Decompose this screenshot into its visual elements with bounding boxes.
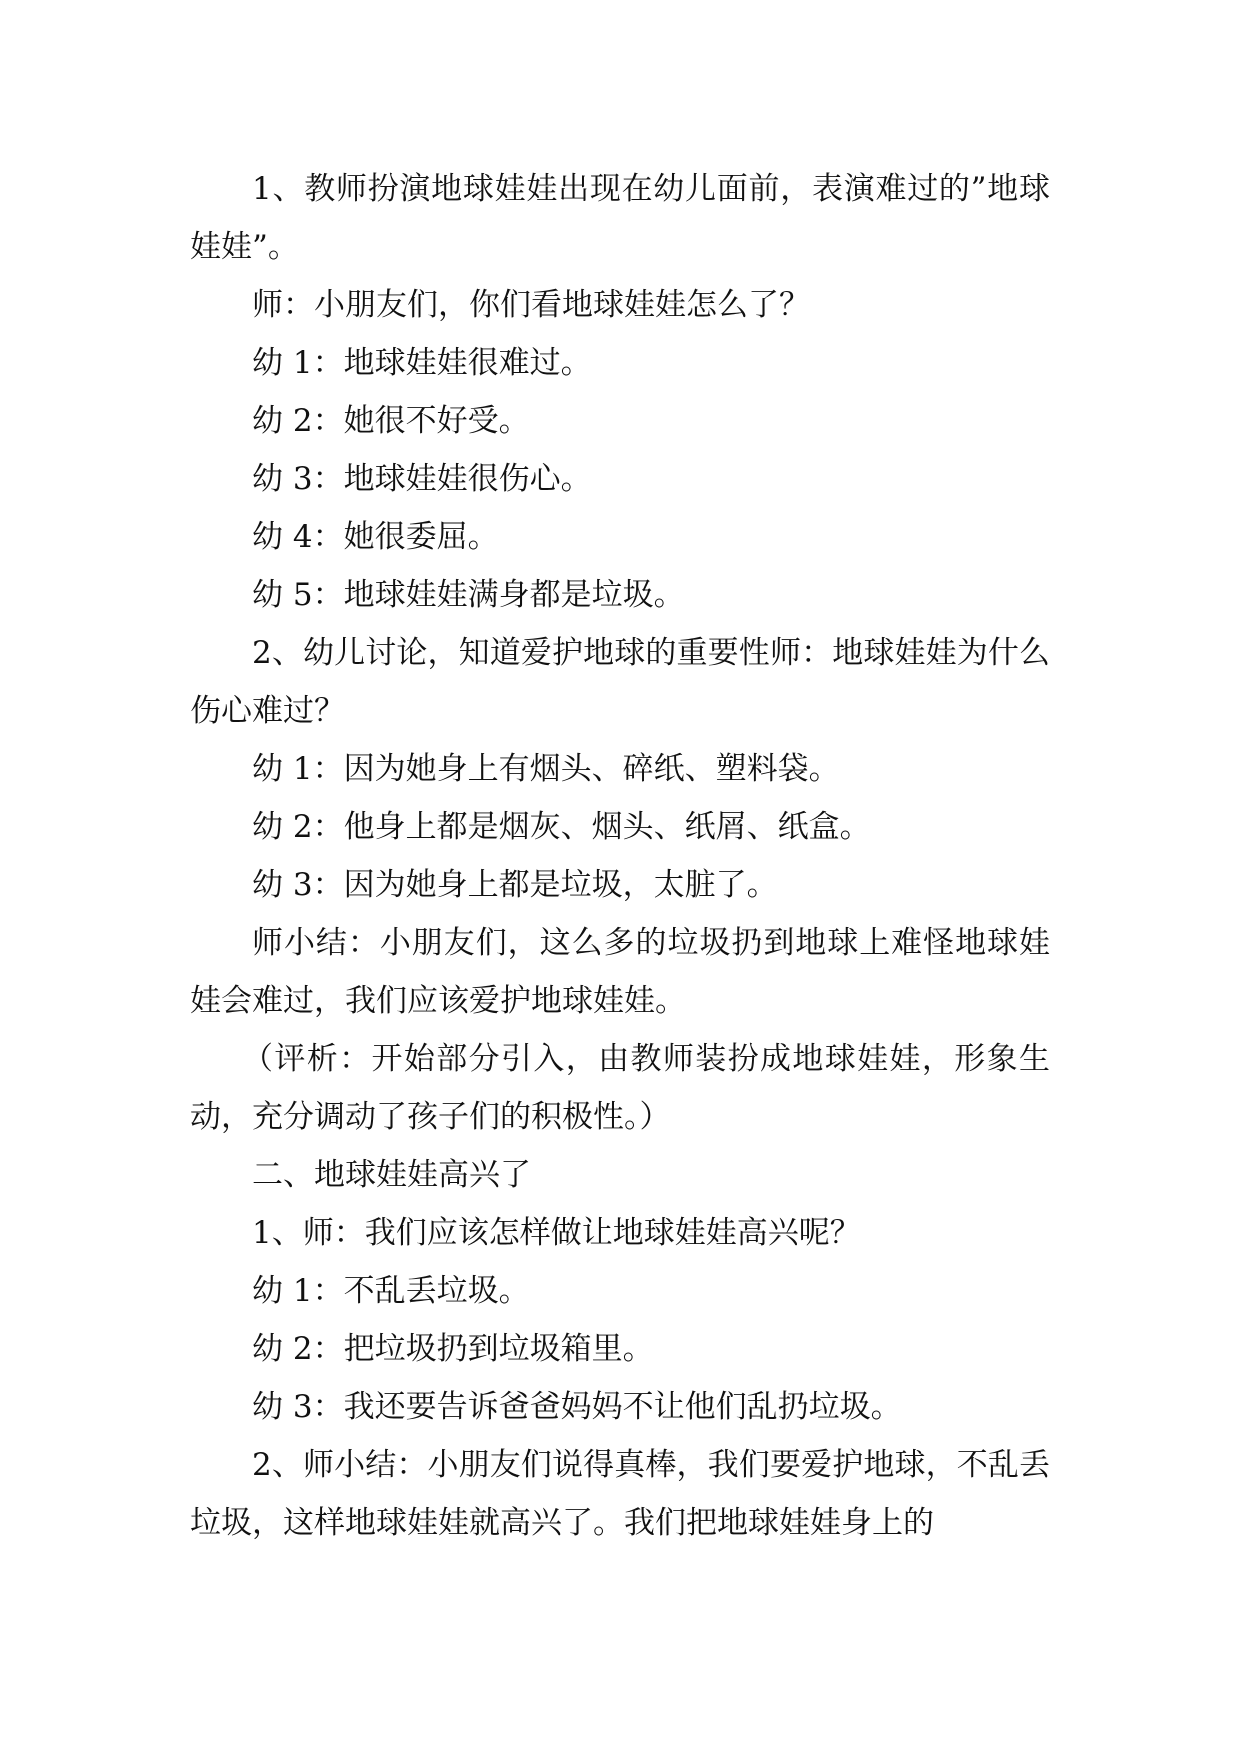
paragraph-child-3-answer: 幼 3：地球娃娃很伤心。	[252, 461, 592, 497]
paragraph-teacher-question: 师：小朋友们，你们看地球娃娃怎么了？	[252, 287, 810, 323]
paragraph-child-1-reason: 幼 1：因为她身上有烟头、碎纸、塑料袋。	[252, 751, 840, 787]
section-heading-earth-happy: 二、地球娃娃高兴了	[252, 1157, 531, 1193]
paragraph-child-2-answer: 幼 2：她很不好受。	[252, 403, 530, 439]
paragraph-child-1-answer: 幼 1：地球娃娃很难过。	[252, 345, 592, 381]
paragraph-child-2-suggestion: 幼 2：把垃圾扔到垃圾箱里。	[252, 1331, 654, 1367]
document-body	[190, 160, 1050, 1552]
paragraph-evaluation: （评析：开始部分引入，由教师装扮成地球娃娃，形象生动，充分调动了孩子们的积极性。）	[190, 1041, 1050, 1135]
paragraph-child-4-answer: 幼 4：她很委屈。	[252, 519, 499, 555]
paragraph-child-3-reason: 幼 3：因为她身上都是垃圾，太脏了。	[252, 867, 778, 903]
paragraph-child-1-suggestion: 幼 1：不乱丢垃圾。	[252, 1273, 530, 1309]
paragraph-child-3-suggestion: 幼 3：我还要告诉爸爸妈妈不让他们乱扔垃圾。	[252, 1389, 902, 1425]
paragraph-teacher-final-summary: 2、师小结：小朋友们说得真棒，我们要爱护地球，不乱丢垃圾，这样地球娃娃就高兴了。我们把地球娃娃身上的	[190, 1447, 1050, 1541]
paragraph-teacher-question-happy: 1、师：我们应该怎样做让地球娃娃高兴呢？	[252, 1215, 861, 1251]
paragraph-child-5-answer: 幼 5：地球娃娃满身都是垃圾。	[252, 577, 685, 613]
paragraph-teacher-role-play: 1、教师扮演地球娃娃出现在幼儿面前，表演难过的”地球娃娃”。	[190, 171, 1050, 265]
paragraph-discussion-section: 2、幼儿讨论，知道爱护地球的重要性师：地球娃娃为什么伤心难过？	[190, 635, 1050, 729]
paragraph-child-2-reason: 幼 2：他身上都是烟灰、烟头、纸屑、纸盒。	[252, 809, 871, 845]
paragraph-teacher-summary: 师小结：小朋友们，这么多的垃圾扔到地球上难怪地球娃娃会难过，我们应该爱护地球娃娃。	[190, 925, 1050, 1019]
